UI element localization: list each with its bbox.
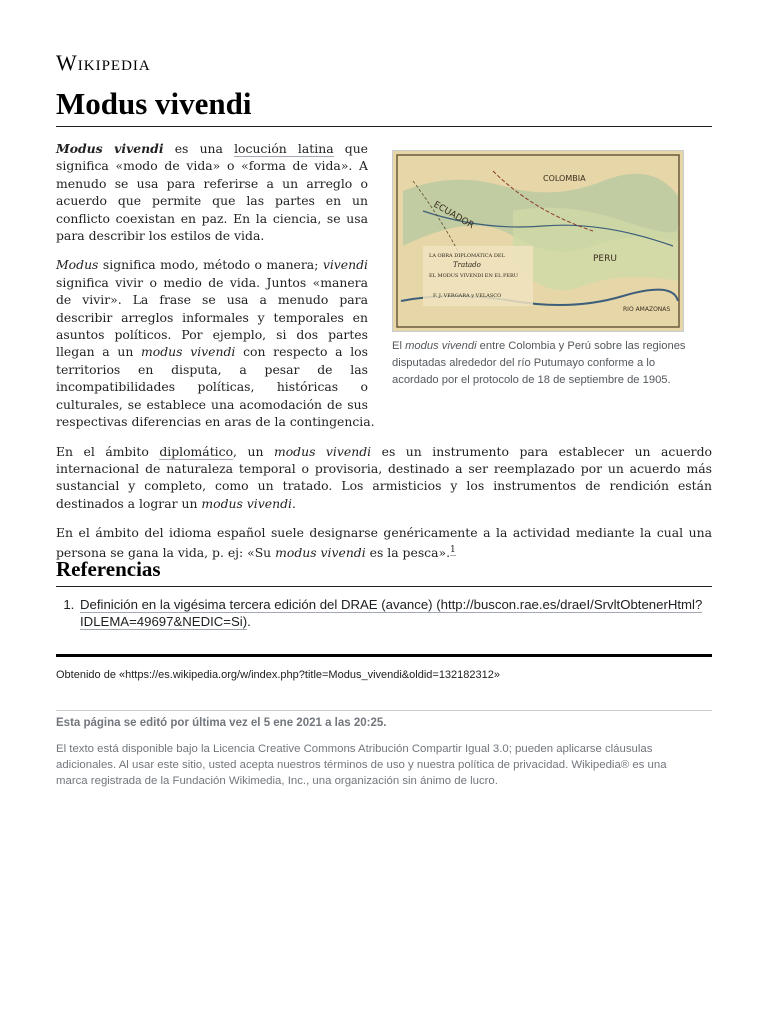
reference-link[interactable]: 1 (450, 544, 456, 555)
link-locucion-latina[interactable]: locución latina (234, 141, 334, 156)
footer-divider-thin (56, 710, 712, 711)
link-diplomatico[interactable]: diplomático (159, 443, 234, 459)
footer-divider (56, 654, 712, 657)
paragraph-4: En el ámbito del idioma español suele designarse genéricamente a la actividad mediante la cual una persona se gana la vida, p. ej: «Su modus vivendi es la pesca».$^1$ (56, 525, 712, 560)
map-label-l4: F. J. VERGARA y VELASCO (433, 293, 502, 299)
map-image[interactable] (392, 150, 684, 332)
wikipedia-logo[interactable]: Wikipedia (56, 50, 151, 75)
reference-link-drae[interactable]: Definición en la vigésima tercera edición del DRAE (avance) (http://buscon.rae.es/draeI/SrvltObtenerHtml?IDLEMA=49697&NEDIC=Si) (80, 597, 703, 629)
map-label-colombia: COLOMBIA (543, 174, 586, 183)
paragraph-2: Modus significa modo, método o manera; vivendi significa vivir o medio de vida. Juntos «manera de vivir». La frase se usa a menudo para describir arreglos informales y temporales en asuntos políticos. Por ejemplo, si dos partes llegan a un modus vivendi con respecto a los territorios en disputa, a pesar de las incompatibilidades políticas, históricas o culturales, se establece una acomodación de sus respectivas diferencias en aras de la contingencia. (56, 257, 375, 430)
references-heading: Referencias (56, 556, 712, 587)
map-label-ecuador: ECUADOR (431, 199, 476, 232)
map-label-l1: LA OBRA DIPLOMÁTICA DEL (429, 253, 505, 259)
paragraph-1: Modus vivendi es una locución latina que significa «modo de vida» o «forma de vida». A menudo se usa para referirse a un arreglo o acuerdo que permite que las partes en un conflicto coexistan en paz. En la ciencia, se usa para describir los estilos de vida. (56, 141, 369, 244)
permanent-link[interactable]: https://es.wikipedia.org/w/index.php?title=Modus_vivendi&oldid=132182312 (125, 669, 494, 681)
map-label-rio: RIO AMAZONAS (623, 306, 671, 313)
figure-caption: El modus vivendi entre Colombia y Perú sobre las regiones disputadas alrededor del río Putumayo conforme a lo acordado por el protocolo de 18 de septiembre de 1905. (392, 340, 686, 386)
page-title: Modus vivendi (56, 86, 712, 127)
last-edited: Esta página se editó por última vez el 5 ene 2021 a las 20:25. (56, 717, 387, 729)
map-illustration (393, 151, 683, 331)
figure (392, 150, 712, 389)
retrieved-from: Obtenido de «https://es.wikipedia.org/w/index.php?title=Modus_vivendi&oldid=132182312» (56, 669, 500, 681)
map-label-l3: EL MODUS VIVENDI EN EL PERU (429, 273, 518, 279)
map-label-peru: PERU (593, 254, 617, 264)
article-body (56, 140, 712, 573)
reference-item: 1. Definición en la vigésima tercera edición del DRAE (avance) (http://buscon.rae.es/draeI/SrvltObtenerHtml?IDLEMA=49697&NEDIC=Si). (78, 596, 712, 630)
references-list (56, 596, 712, 630)
map-label-l2: Tratado (453, 261, 481, 269)
paragraph-3: En el ámbito diplomático, un modus vivendi es un instrumento para establecer un acuerdo internacional de naturaleza temporal o provisoria, destinado a ser reemplazado por un acuerdo más sustancial y completo, como un tratado. Los armisticios y los instrumentos de rendición están destinados a lograr un modus vivendi. (56, 443, 712, 511)
license-text: El texto está disponible bajo la Licencia Creative Commons Atribución Compartir Igual 3.0; pueden aplicarse cláusulas adicionales. Al usar este sitio, usted acepta nuestros términos de uso y nuestra política de privacidad. Wikipedia® es una marca registrada de la Fundación Wikimedia, Inc., una organización sin ánimo de lucro. (56, 743, 667, 787)
